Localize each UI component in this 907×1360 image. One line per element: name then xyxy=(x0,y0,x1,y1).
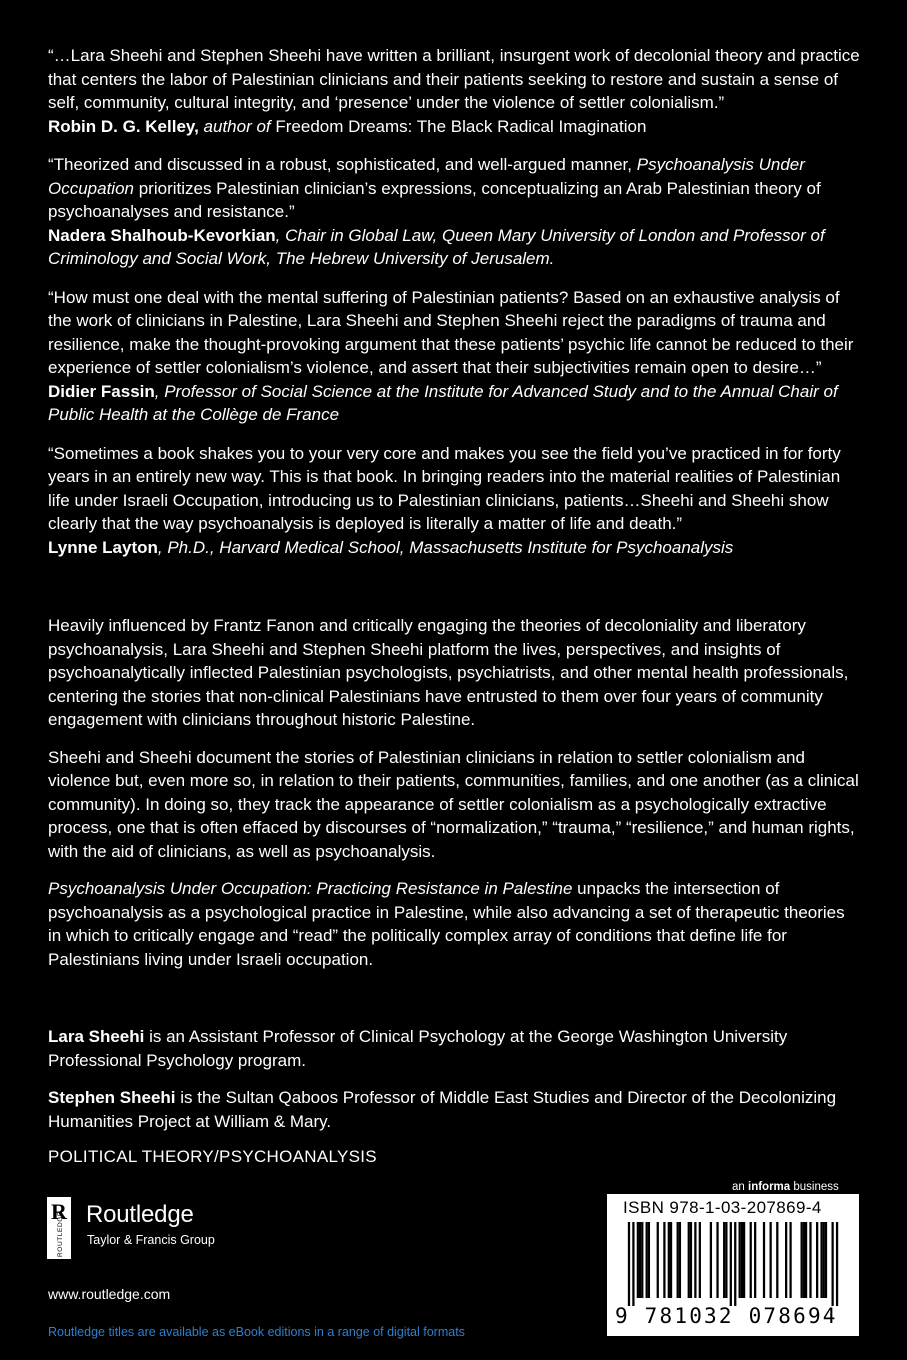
barcode-bar xyxy=(739,1222,741,1298)
barcode-bar xyxy=(816,1222,818,1298)
barcode-bar xyxy=(716,1222,718,1298)
barcode-digits: 9 781032 078694 xyxy=(615,1304,838,1328)
quote-attribution xyxy=(48,536,860,560)
endorser-role: Freedom Dreams: The Black Radical Imagination xyxy=(275,116,647,136)
quote-attribution xyxy=(48,115,860,139)
quote-text: “Sometimes a book shakes you to your very core and makes you see the field you’ve practiced in for forty years in an entirely new way. This is that book. In bringing readers into the material realities of Palestinian life under Israeli Occupation, introducing us to Palestinian clinicians, patients…Sheehi and Sheehi show clearly that the way psychoanalysis is deployed is literally a matter of life and death.” xyxy=(48,443,841,533)
barcode-bar xyxy=(809,1222,811,1298)
barcode-bar xyxy=(820,1222,822,1298)
barcode-bar xyxy=(690,1222,692,1298)
informa-text: business xyxy=(790,1181,839,1193)
barcode-bar xyxy=(679,1222,681,1298)
barcode-bar xyxy=(832,1222,834,1306)
isbn-barcode xyxy=(607,1194,859,1336)
author-bio xyxy=(48,1025,860,1072)
author-bio-text: is an Assistant Professor of Clinical Psychology at the George Washington University Professional Psychology program. xyxy=(48,1027,788,1070)
endorsement-shalhoub-kevorkian xyxy=(48,153,860,271)
barcode-bar xyxy=(663,1222,665,1298)
informa-brand: informa xyxy=(748,1181,791,1193)
barcode-bar xyxy=(710,1222,712,1298)
routledge-logo-icon xyxy=(47,1197,71,1259)
barcode-bar xyxy=(770,1222,772,1298)
description-paragraph-3 xyxy=(48,877,860,971)
barcode-bar xyxy=(641,1222,643,1298)
description-paragraph-2: Sheehi and Sheehi document the stories of Palestinian clinicians in relation to settler colonialism and violence but, even more so, in relation to their patients, communities, families, and one another (as a clinical community). In doing so, they track the appearance of settler colonialism as a psychologically extractive process, one that is often effaced by discourses of “normalization,” “trauma,” “resilience,” and human rights, with the aid of clinicians, as well as psychoanalysis. xyxy=(48,747,859,861)
barcode-bar xyxy=(743,1222,745,1298)
barcode-bar xyxy=(803,1222,805,1298)
publisher-group: Taylor & Francis Group xyxy=(87,1233,215,1247)
barcode-bar xyxy=(825,1222,827,1298)
subject-category: POLITICAL THEORY/PSYCHOANALYSIS xyxy=(48,1147,377,1166)
barcode-bar xyxy=(648,1222,650,1298)
endorser-name: Nadera Shalhoub-Kevorkian xyxy=(48,225,276,245)
quote-book-title: Psychoanalysis Under Occupation xyxy=(48,155,805,198)
endorser-role: , Chair in Global Law, Queen Mary University of London and Professor of Criminology and Social Work, The Hebrew University of Jerusalem. xyxy=(48,225,825,268)
author-name: Stephen Sheehi xyxy=(48,1088,176,1107)
barcode-bar xyxy=(734,1222,736,1306)
author-bio xyxy=(48,1086,860,1133)
barcode-bar xyxy=(750,1222,752,1298)
barcode-bar xyxy=(668,1222,670,1298)
endorser-name: Lynne Layton xyxy=(48,537,158,557)
barcode-bar xyxy=(801,1222,803,1298)
author-bios xyxy=(48,1025,860,1133)
barcode-bar xyxy=(646,1222,648,1298)
description-paragraph-1: Heavily influenced by Frantz Fanon and critically engaging the theories of decoloniality and liberatory psychoanalysis, Lara Sheehi and Stephen Sheehi platform the lives, perspectives, and insights of psychoanalytically inflected Palestinian psychologists, psychiatrists, and other mental health professionals, centering the stories that non-clinical Palestinians have entrusted to them over four years of community engagement with clinicians throughout historic Palestine. xyxy=(48,616,849,729)
quote-text-part: prioritizes Palestinian clinician’s expressions, conceptualizing an Arab Palestinian theory of psychoanalyses and resistance.” xyxy=(48,178,821,221)
endorser-role-prefix: author of xyxy=(198,116,276,136)
barcode-bar xyxy=(637,1222,639,1298)
endorser-name: Didier Fassin xyxy=(48,381,155,401)
logo-vertical-text: ROUTLEDGE xyxy=(57,1211,64,1257)
barcode-bars xyxy=(619,1222,847,1306)
informa-business-label xyxy=(732,1181,839,1193)
barcode-bar xyxy=(754,1222,756,1298)
back-cover-content xyxy=(48,44,860,1147)
barcode-bar xyxy=(677,1222,679,1298)
informa-text: an xyxy=(732,1181,748,1193)
barcode-bar xyxy=(730,1222,732,1306)
author-name: Lara Sheehi xyxy=(48,1027,145,1046)
quote-attribution xyxy=(48,224,860,271)
barcode-bar xyxy=(725,1222,727,1298)
endorser-role: , Professor of Social Science at the Institute for Advanced Study and to the Annual Chair of Public Health at the Collège de France xyxy=(48,381,838,424)
book-title: Psychoanalysis Under Occupation: Practicing Resistance in Palestine xyxy=(48,879,573,898)
barcode-bar xyxy=(694,1222,696,1298)
publisher-name: Routledge xyxy=(86,1201,194,1228)
quote-text: “How must one deal with the mental suffering of Palestinian patients? Based on an exhaustive analysis of the work of clinicians in Palestine, Lara Sheehi and Stephen Sheehi reject the paradigms of trauma and resilience, make the thought-provoking argument that these patients’ psychic life cannot be reduced to their experience of settler colonialism’s violence, and assert that their subjectivities remain open to desire…” xyxy=(48,287,854,377)
endorsement-kelley xyxy=(48,44,860,138)
barcode-bar xyxy=(776,1222,778,1298)
barcode-bar xyxy=(628,1222,630,1306)
barcode-bar xyxy=(670,1222,672,1298)
publisher-website[interactable]: www.routledge.com xyxy=(48,1286,171,1302)
ebook-availability-note: Routledge titles are available as eBook editions in a range of digital formats xyxy=(48,1325,465,1339)
isbn-number: ISBN 978-1-03-207869-4 xyxy=(623,1198,822,1217)
routledge-logo xyxy=(47,1197,287,1257)
quote-attribution xyxy=(48,380,860,427)
endorser-name: Robin D. G. Kelley, xyxy=(48,116,199,136)
barcode-bar xyxy=(657,1222,659,1298)
endorser-role: , Ph.D., Harvard Medical School, Massachusetts Institute for Psychoanalysis xyxy=(157,537,734,557)
barcode-bar xyxy=(785,1222,787,1298)
quote-text xyxy=(48,153,860,224)
endorsement-fassin xyxy=(48,286,860,427)
author-bio-text: is the Sultan Qaboos Professor of Middle East Studies and Director of the Decolonizing Humanities Project at William & Mary. xyxy=(48,1088,837,1131)
barcode-bar xyxy=(688,1222,690,1298)
barcode-bar xyxy=(823,1222,825,1298)
logo-letter: R xyxy=(51,1199,67,1224)
barcode-bar xyxy=(723,1222,725,1298)
quote-text-part: “Theorized and discussed in a robust, sophisticated, and well-argued manner, xyxy=(48,155,637,174)
barcode-bar xyxy=(639,1222,641,1298)
barcode-bar xyxy=(741,1222,743,1298)
barcode-bar xyxy=(699,1222,701,1298)
description-text: unpacks the intersection of psychoanalysis as a psychological practice in Palestine, while also advancing a set of therapeutic theories in which to critically engage and “read” the politically complex array of conditions that define life for Palestinians living under Israeli occupation. xyxy=(48,879,845,969)
barcode-bar xyxy=(789,1222,791,1298)
barcode-bar xyxy=(805,1222,807,1298)
endorsement-layton xyxy=(48,442,860,560)
quote-text: “…Lara Sheehi and Stephen Sheehi have written a brilliant, insurgent work of decolonial theory and practice that centers the labor of Palestinian clinicians and their patients seeking to restore and sustain a sense of self, community, cultural integrity, and ‘presence’ under the violence of settler colonialism.” xyxy=(48,46,860,112)
barcode-bar xyxy=(836,1222,838,1306)
barcode-bar xyxy=(763,1222,765,1298)
barcode-bar xyxy=(632,1222,634,1306)
